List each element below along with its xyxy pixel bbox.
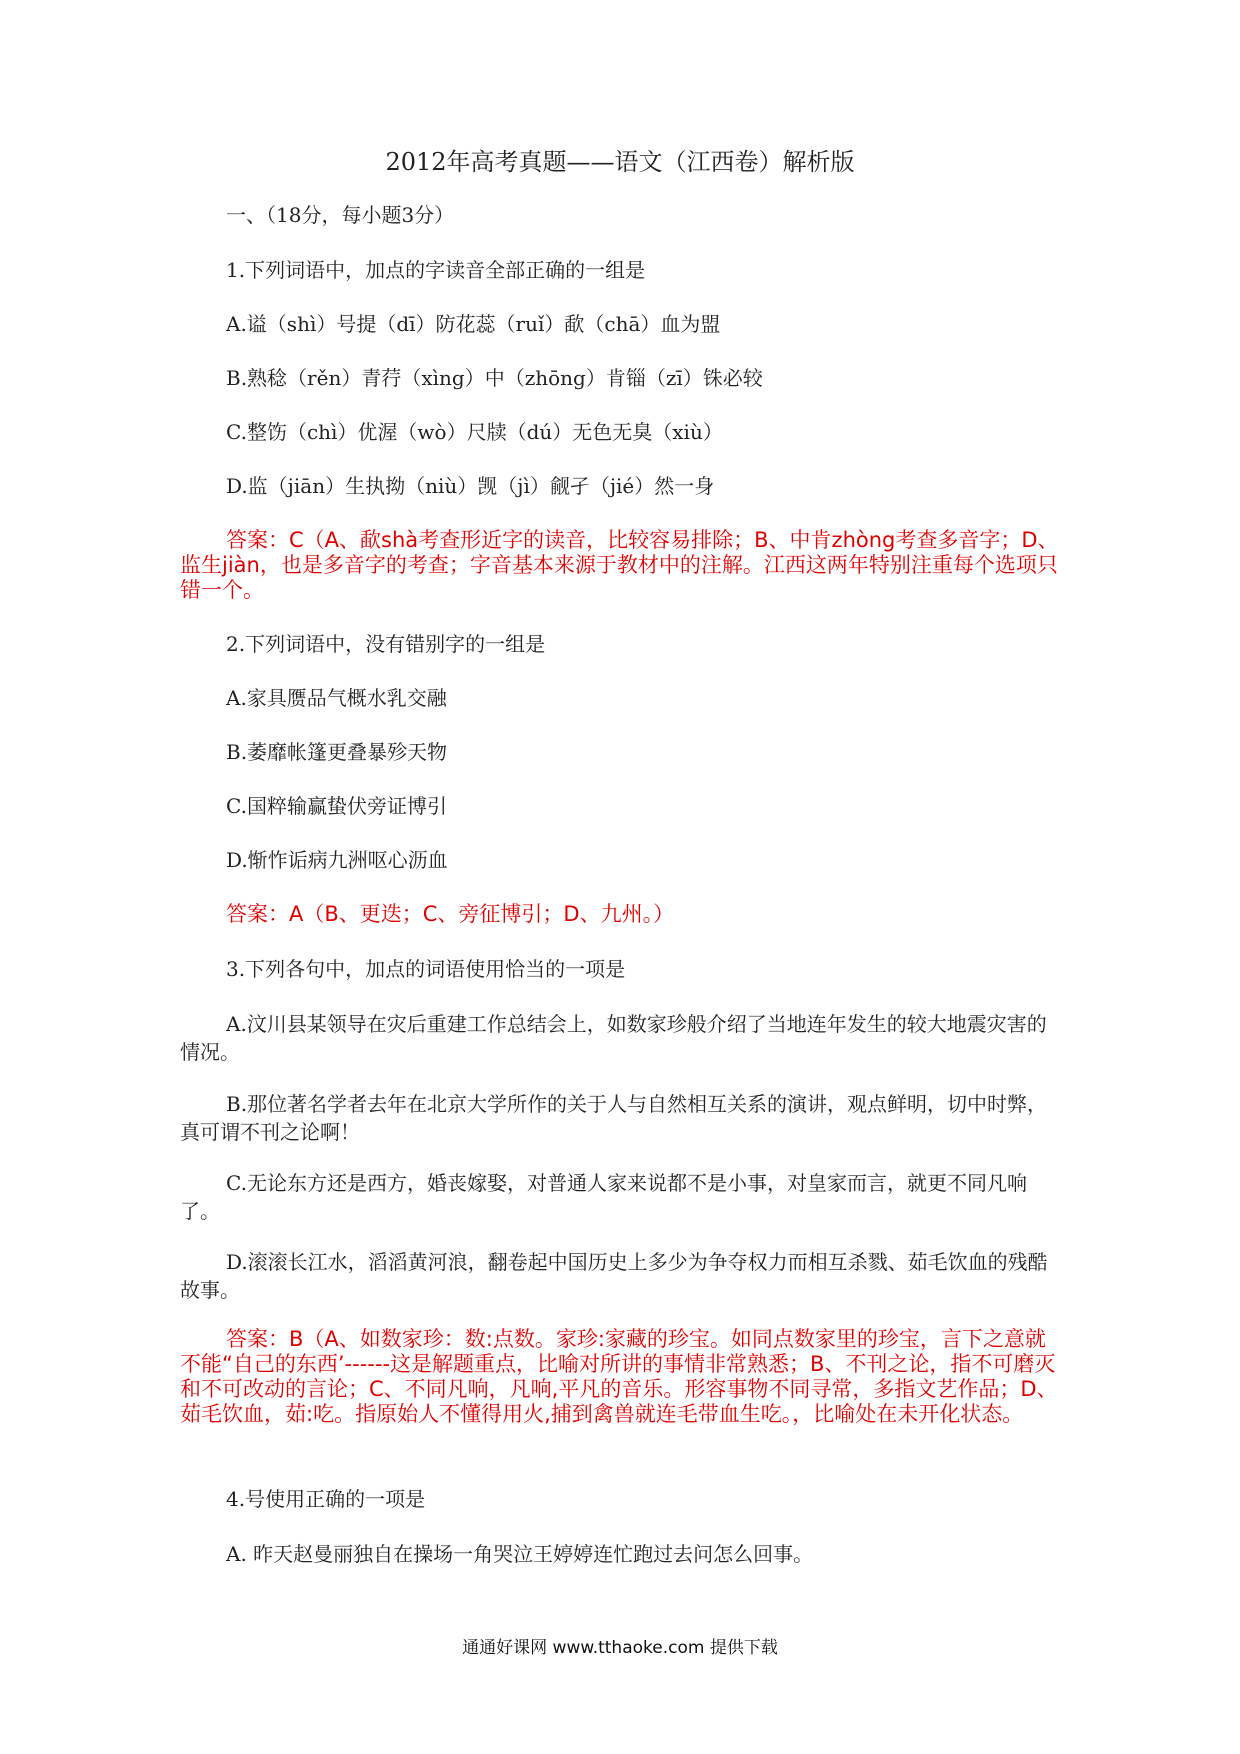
question-1-option-a: A.谥（shì）号提（dī）防花蕊（ruǐ）歃（chā）血为盟 [226, 312, 721, 336]
question-1-option-c: C.整饬（chì）优渥（wò）尺牍（dú）无色无臭（xiù） [226, 420, 723, 444]
question-3-stem: 3.下列各句中，加点的词语使用恰当的一项是 [226, 957, 626, 981]
question-3-option-d: D.滚滚长江水，滔滔黄河浪，翻卷起中国历史上多少为争夺权力而相互杀戮、茹毛饮血的残酷故事。 [180, 1250, 1048, 1302]
question-4-stem: 4.号使用正确的一项是 [226, 1487, 426, 1511]
question-1-option-d: D.监（jiān）生执拗（niù）觊（jì）觎孑（jié）然一身 [226, 474, 715, 498]
question-1-stem: 1.下列词语中，加点的字读音全部正确的一组是 [226, 258, 646, 282]
question-3-option-c: C.无论东方还是西方，婚丧嫁娶，对普通人家来说都不是小事，对皇家而言，就更不同凡响了。 [180, 1171, 1027, 1223]
question-2-option-b: B.萎靡帐篷更叠暴殄天物 [226, 740, 448, 764]
page-footer: 通通好课网 www.tthaoke.com 提供下载 [462, 1638, 778, 1658]
question-1-option-b: B.熟稔（rěn）青荇（xìng）中（zhōng）肯锱（zī）铢必较 [226, 366, 763, 390]
question-2-option-c: C.国粹输赢蛰伏旁证博引 [226, 794, 447, 818]
question-2-answer: 答案：A（B、更迭；C、旁征博引；D、九州。） [226, 902, 675, 926]
question-4-option-a: A. 昨天赵曼丽独自在操场一角哭泣王婷婷连忙跑过去问怎么回事。 [226, 1542, 814, 1566]
question-1-answer: 答案：C（A、歃shà考查形近字的读音，比较容易排除；B、中肯zhòng考查多音字；D、监生jiàn，也是多音字的考查；字音基本来源于教材中的注解。江西这两年特别注重每个选项只错一个。 [180, 528, 1059, 602]
question-2-stem: 2.下列词语中，没有错别字的一组是 [226, 632, 546, 656]
question-3-answer: 答案：B（A、如数家珍：数:点数。家珍:家藏的珍宝。如同点数家里的珍宝，言下之意就不能“自己的东西’------这是解题重点，比喻对所讲的事情非常熟悉；B、不刊之论，指不可磨灭和不可改动的言论；C、不同凡响，凡响,平凡的音乐。形容事物不同寻常，多指文艺作品；D、茹毛饮血，茹:吃。指原始人不懂得用火,捕到禽兽就连毛带血生吃。，比喻处在未开化状态。 [180, 1327, 1058, 1426]
question-2-option-d: D.惭怍诟病九洲呕心沥血 [226, 848, 448, 872]
page-title: 2012年高考真题——语文（江西卷）解析版 [385, 148, 855, 176]
question-2-option-a: A.家具赝品气概水乳交融 [226, 686, 447, 710]
section-header: 一、（18分，每小题3分） [226, 203, 455, 227]
question-3-option-a: A.汶川县某领导在灾后重建工作总结会上，如数家珍般介绍了当地连年发生的较大地震灾害的情况。 [180, 1012, 1047, 1064]
question-3-option-b: B.那位著名学者去年在北京大学所作的关于人与自然相互关系的演讲，观点鲜明，切中时弊，真可谓不刊之论啊！ [180, 1092, 1048, 1144]
